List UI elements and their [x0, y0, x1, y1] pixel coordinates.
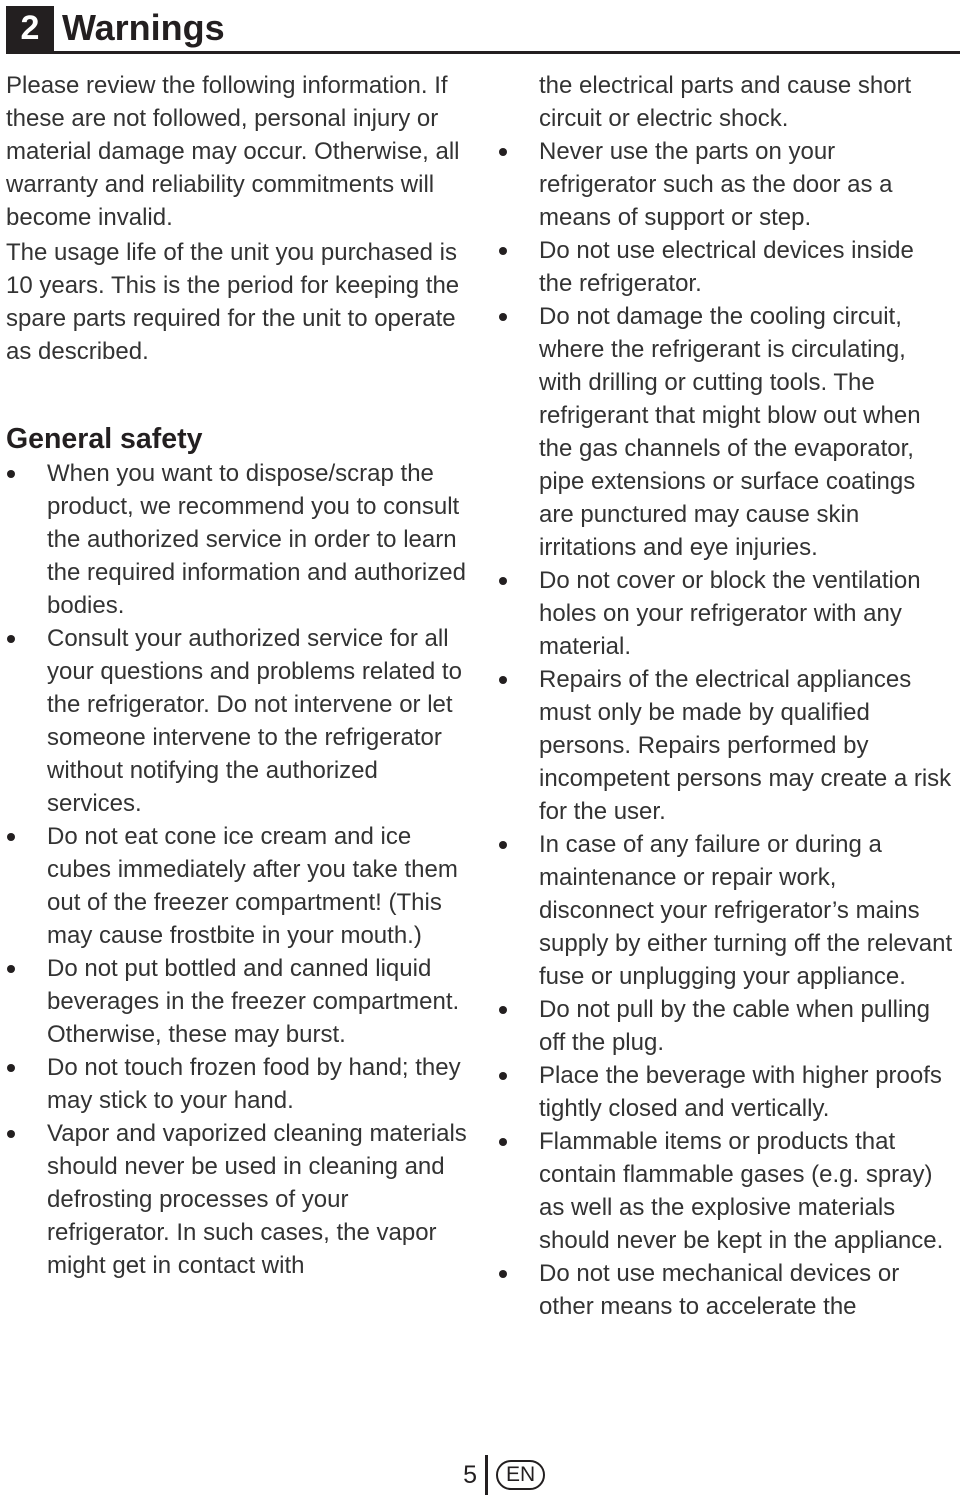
right-column	[498, 69, 953, 1323]
list-item: Do not pull by the cable when pulling off the plug.	[498, 993, 953, 1059]
chapter-header	[6, 4, 960, 54]
list-item: Consult your authorized service for all your questions and problems related to the refrigerator. Do not intervene or let someone intervene to the refrigerator without notifying the authorized services.	[6, 622, 476, 820]
list-item: Do not use electrical devices inside the refrigerator.	[498, 234, 953, 300]
list-item: Do not cover or block the ventilation holes on your refrigerator with any material.	[498, 564, 953, 663]
list-item: Vapor and vaporized cleaning materials should never be used in cleaning and defrosting processes of your refrigerator. In such cases, the vapor might get in contact with	[6, 1117, 476, 1282]
list-item: Do not eat cone ice cream and ice cubes immediately after you take them out of the freezer compartment! (This may cause frostbite in your mouth.)	[6, 820, 476, 952]
list-item-continuation: the electrical parts and cause short circuit or electric shock.	[539, 72, 912, 132]
safety-list-left	[6, 457, 476, 1282]
section-heading-general-safety: General safety	[6, 423, 203, 455]
list-item: In case of any failure or during a maintenance or repair work, disconnect your refrigerator’s mains supply by either turning off the relevant fuse or unplugging your appliance.	[498, 828, 953, 993]
page-footer	[455, 1455, 545, 1495]
list-item: Do not put bottled and canned liquid beverages in the freezer compartment. Otherwise, these may burst.	[6, 952, 476, 1051]
list-item: Do not damage the cooling circuit, where the refrigerant is circulating, with drilling or cutting tools. The refrigerant that might blow out when the gas channels of the evaporator, pipe extensions or surface coatings are punctured may cause skin irritations and eye injuries.	[498, 300, 953, 564]
list-item: Flammable items or products that contain flammable gases (e.g. spray) as well as the explosive materials should never be kept in the appliance.	[498, 1125, 953, 1257]
list-item: When you want to dispose/scrap the product, we recommend you to consult the authorized service in order to learn the required information and authorized bodies.	[6, 457, 476, 622]
page-number: 5	[463, 1461, 477, 1489]
list-item: Never use the parts on your refrigerator such as the door as a means of support or step.	[498, 135, 953, 234]
list-item: Repairs of the electrical appliances must only be made by qualified persons. Repairs performed by incompetent persons may create a risk for the user.	[498, 663, 953, 828]
list-item: Place the beverage with higher proofs tightly closed and vertically.	[498, 1059, 953, 1125]
language-badge: EN	[496, 1460, 545, 1490]
list-item: Do not touch frozen food by hand; they may stick to your hand.	[6, 1051, 476, 1117]
intro-paragraph: Please review the following information. If these are not followed, personal injury or material damage may occur. Otherwise, all warranty and reliability commitments will become invalid.	[6, 72, 460, 231]
footer-divider	[485, 1455, 488, 1495]
chapter-number: 2	[6, 6, 54, 51]
chapter-title: Warnings	[62, 7, 225, 48]
safety-list-right	[498, 135, 953, 1323]
left-column	[6, 69, 476, 1282]
usage-life-paragraph: The usage life of the unit you purchased is 10 years. This is the period for keeping the spare parts required for the unit to operate as described.	[6, 239, 460, 365]
list-item: Do not use mechanical devices or other means to accelerate the	[498, 1257, 953, 1323]
